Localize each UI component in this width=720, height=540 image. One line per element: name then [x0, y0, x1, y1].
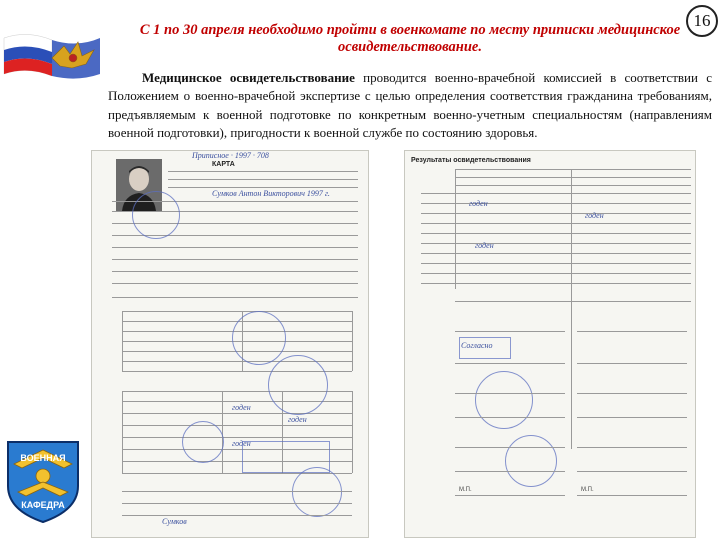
slide-title: С 1 по 30 апреля необходимо пройти в военкомате по месту приписки медицинское освидетельствование.: [139, 22, 681, 55]
round-stamp: [475, 371, 533, 429]
air-force-shield-emblem: [4, 436, 82, 524]
round-stamp: [182, 421, 224, 463]
flag-eagle-emblem: [2, 28, 102, 88]
round-stamp: [232, 311, 286, 365]
scanned-medical-card-left: КАРТА Приписное · 1997 · 708 Сумков Антон Викторович 1997 г. годен годен годен Сумков: [91, 150, 369, 538]
emblem-text-line2: КАФЕДРА: [21, 500, 65, 510]
emblem-text-line1: ВОЕННАЯ: [20, 453, 66, 463]
round-stamp: [132, 191, 180, 239]
round-stamp: [505, 435, 557, 487]
card-header: КАРТА: [212, 161, 235, 168]
body-paragraph: [108, 69, 712, 143]
page-number-badge: 16: [686, 5, 718, 37]
results-header: Результаты освидетельствования: [411, 157, 531, 164]
round-stamp: [268, 355, 328, 415]
paragraph-text: проводится военно-врачебной комиссией в соответствии с Положением о военно-врачебной экспертизе с целью определения соответствия гражданина требованиям, предъявляемым к военной подготовке по конкретным военно-учетным специальностям (направлениям военной подготовки), пригодности к военной службе по состоянию здоровья.: [108, 70, 712, 141]
round-stamp: [292, 467, 342, 517]
scanned-medical-card-right: Результаты освидетельствования годен годен годен Согласно М.П. М.П.: [404, 150, 696, 538]
paragraph-lead-term: Медицинское освидетельствование: [142, 70, 355, 85]
